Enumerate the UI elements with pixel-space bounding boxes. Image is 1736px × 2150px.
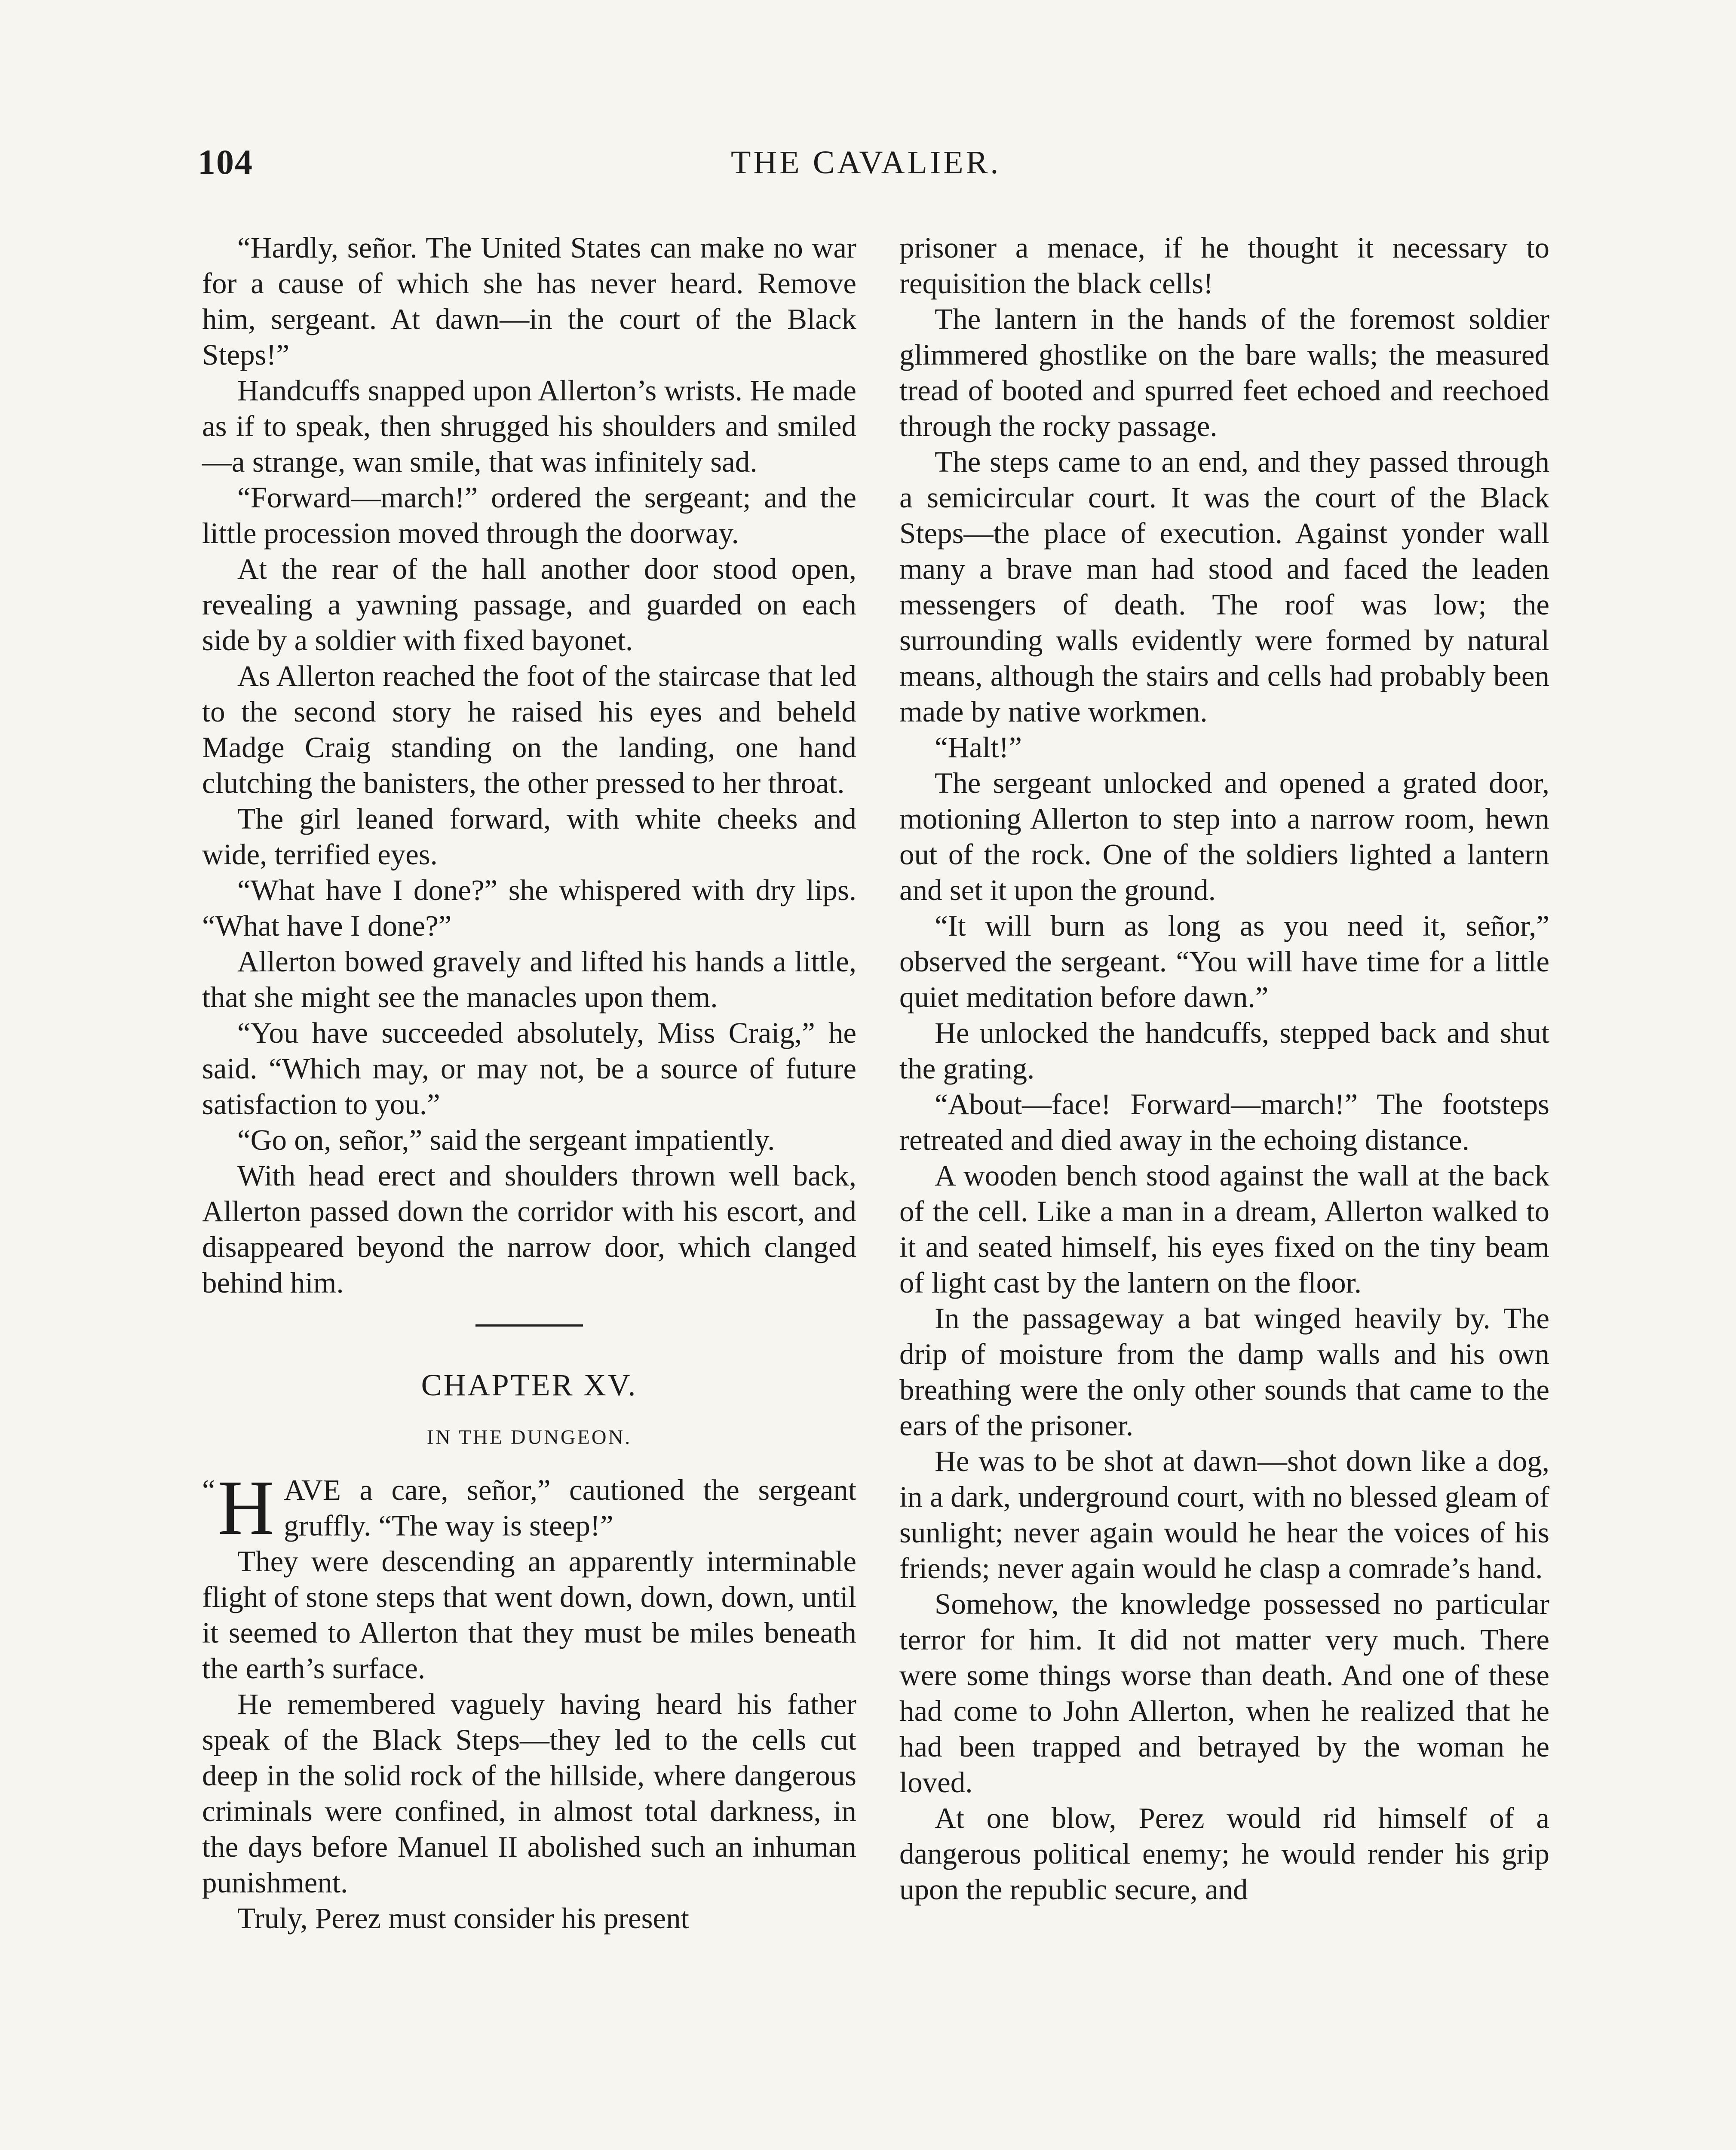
paragraph: A wooden bench stood against the wall at the back of the cell. Like a man in a dream, Allerton walked to it and seated himself, his eyes fixed on the tiny beam of light cast by the lantern on the floor. xyxy=(899,1159,1549,1299)
paragraph: The girl leaned forward, with white cheeks and wide, terrified eyes. xyxy=(202,802,856,871)
paragraph: Somehow, the knowledge possessed no particular terror for him. It did not matter very much. There were some things worse than death. And one of these had come to John Allerton, when he realized that he had been trapped and betrayed by the woman he loved. xyxy=(899,1588,1549,1799)
paragraph: The sergeant unlocked and opened a grated door, motioning Allerton to step into a narrow room, hewn out of the rock. One of the soldiers lighted a lantern and set it upon the ground. xyxy=(899,767,1549,906)
paragraph: He was to be shot at dawn—shot down like a dog, in a dark, underground court, with no blessed gleam of sunlight; never again would he hear the voices of his friends; never again would he clasp a comrade’s hand. xyxy=(899,1445,1549,1585)
paragraph: The lantern in the hands of the foremost soldier glimmered ghostlike on the bare walls; the measured tread of booted and spurred feet echoed and reechoed through the rocky passage. xyxy=(899,303,1549,442)
paragraph: At one blow, Perez would rid himself of a dangerous political enemy; he would render his grip upon the republic secure, and xyxy=(899,1802,1549,1906)
paragraph: “Go on, señor,” said the sergeant impatiently. xyxy=(237,1124,775,1156)
paragraph: They were descending an apparently interminable flight of stone steps that went down, down, down, until it seemed to Allerton that they must be miles beneath the earth’s surface. xyxy=(202,1545,856,1685)
paragraph: Handcuffs snapped upon Allerton’s wrists. He made as if to speak, then shrugged his shoulders and smiled—a strange, wan smile, that was infinitely sad. xyxy=(202,374,856,478)
paragraph: He unlocked the handcuffs, stepped back and shut the grating. xyxy=(899,1017,1549,1085)
paragraph: He remembered vaguely having heard his father speak of the Black Steps—they led to the cells cut deep in the solid rock of the hillside, where dangerous criminals were confined, in almost total darkness, in the days before Manuel II abolished such an inhuman punishment. xyxy=(202,1688,856,1899)
paragraph: Allerton bowed gravely and lifted his hands a little, that she might see the manacles upon them. xyxy=(202,945,856,1014)
drop-cap: H xyxy=(218,1465,275,1551)
left-column xyxy=(202,230,856,1936)
chapter-opening-paragraph xyxy=(202,1465,856,1551)
paragraph: “What have I done?” she whispered with dry lips. “What have I done?” xyxy=(202,874,856,942)
opening-text: AVE a care, señor,” cautioned the sergeant gruffly. “The way is steep!” xyxy=(284,1474,856,1542)
paragraph: With head erect and shoulders thrown well back, Allerton passed down the corridor with his escort, and disappeared beyond the narrow door, which clanged behind him. xyxy=(202,1159,856,1299)
paragraph: “Forward—march!” ordered the sergeant; and the little procession moved through the doorway. xyxy=(202,481,856,550)
paragraph: In the passageway a bat winged heavily by. The drip of moisture from the damp walls and his own breathing were the only other sounds that came to the ears of the prisoner. xyxy=(899,1302,1549,1442)
paragraph: As Allerton reached the foot of the staircase that led to the second story he raised his eyes and beheld Madge Craig standing on the landing, one hand clutching the banisters, the other pressed to her throat. xyxy=(202,660,856,799)
paragraph: “Halt!” xyxy=(935,731,1022,764)
continued-paragraph: prisoner a menace, if he thought it necessary to requisition the black cells! xyxy=(899,231,1549,300)
paragraph: Truly, Perez must consider his present xyxy=(237,1902,689,1935)
running-head: THE CAVALIER. xyxy=(731,144,1001,181)
chapter-title: CHAPTER XV. xyxy=(421,1368,638,1402)
paragraph: At the rear of the hall another door stood open, revealing a yawning passage, and guarded on each side by a soldier with fixed bayonet. xyxy=(202,553,856,657)
paragraph: “It will burn as long as you need it, señor,” observed the sergeant. “You will have time for a little quiet meditation before dawn.” xyxy=(899,909,1549,1014)
section-divider xyxy=(475,1324,583,1327)
page-number: 104 xyxy=(198,142,253,181)
right-column xyxy=(899,230,1549,1907)
paragraph: The steps came to an end, and they passed through a semicircular court. It was the court of the Black Steps—the place of execution. Against yonder wall many a brave man had stood and faced the leaden messengers of death. The roof was low; the surrounding walls evidently were formed by natural means, although the stairs and cells had probably been made by native workmen. xyxy=(899,445,1549,728)
chapter-subtitle: IN THE DUNGEON. xyxy=(426,1426,632,1449)
paragraph: “Hardly, señor. The United States can make no war for a cause of which she has never heard. Remove him, sergeant. At dawn—in the court of the Black Steps!” xyxy=(202,231,856,371)
opening-quote: “ xyxy=(202,1474,215,1506)
paragraph: “About—face! Forward—march!” The footsteps retreated and died away in the echoing distance. xyxy=(899,1088,1549,1156)
paragraph: “You have succeeded absolutely, Miss Craig,” he said. “Which may, or may not, be a source of future satisfaction to you.” xyxy=(202,1017,856,1121)
